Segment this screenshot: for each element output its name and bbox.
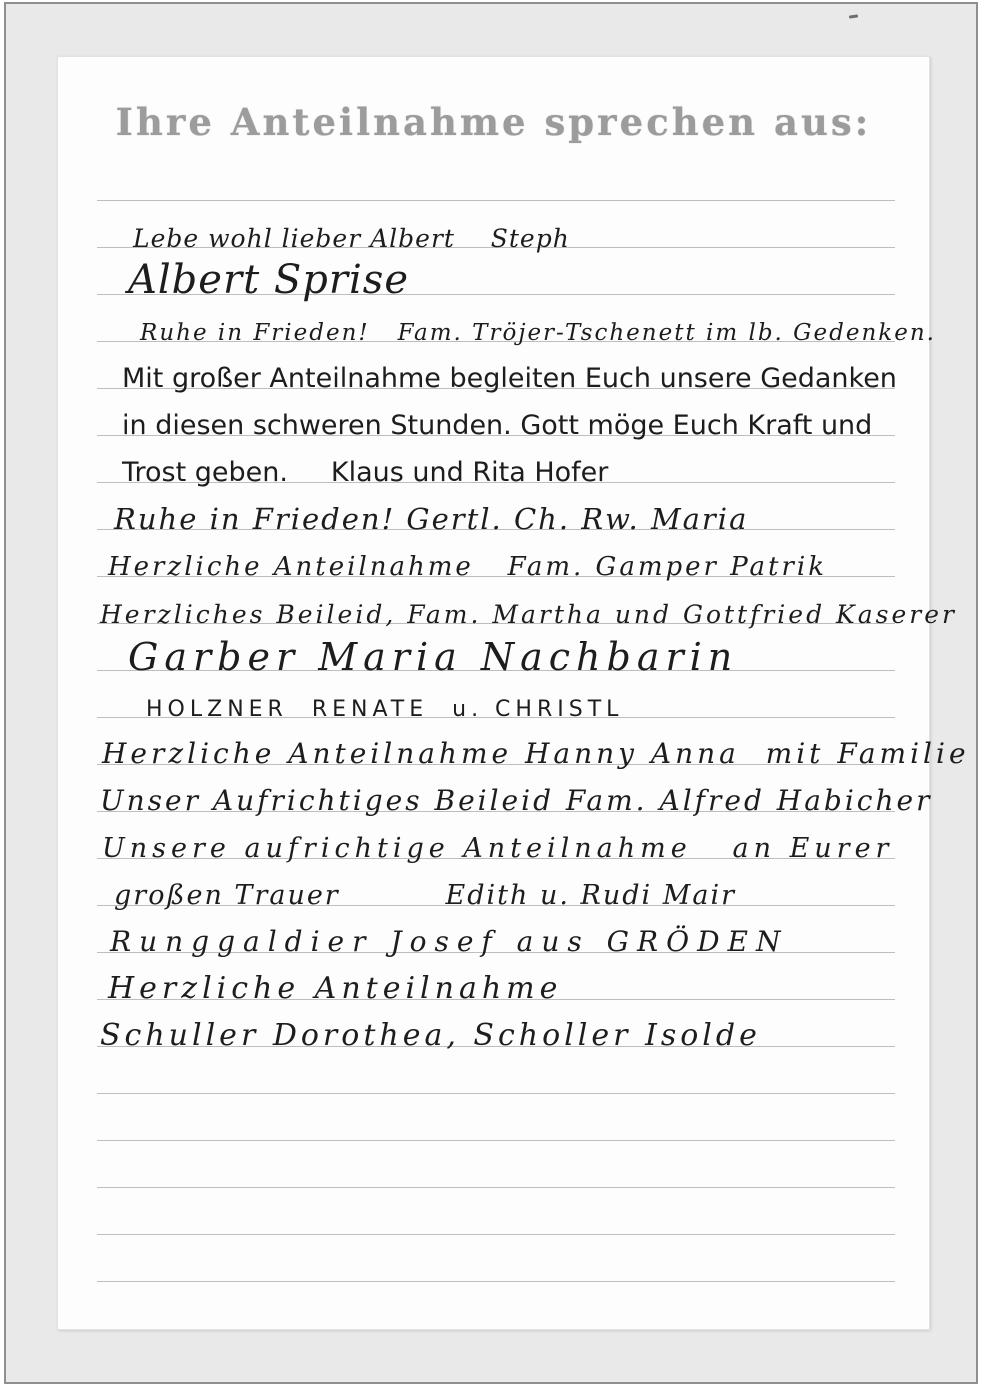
handwriting-entry: Mit großer Anteilnahme begleiten Euch unsere Gedanken bbox=[122, 363, 897, 394]
handwriting-entry: Unsere aufrichtige Anteilnahme an Eurer bbox=[102, 833, 894, 864]
handwriting-entry: Albert Sprise bbox=[128, 257, 409, 303]
handwriting-entry: Ruhe in Frieden! Fam. Tröjer-Tschenett im lb. Gedenken. bbox=[140, 320, 936, 346]
page-title: Ihre Anteilnahme sprechen aus: bbox=[115, 100, 872, 144]
handwriting-entry: Herzliche Anteilnahme Fam. Gamper Patrik bbox=[108, 552, 827, 582]
handwriting-entry: Lebe wohl lieber Albert Steph bbox=[133, 224, 570, 253]
handwriting-entry: Ruhe in Frieden! Gertl. Ch. Rw. Maria bbox=[114, 502, 749, 536]
handwriting-entry: Runggaldier Josef aus GRÖDEN bbox=[110, 925, 789, 958]
handwriting-entry: Unser Aufrichtiges Beileid Fam. Alfred Habicher bbox=[100, 784, 933, 817]
handwriting-entry: Garber Maria Nachbarin bbox=[128, 635, 739, 679]
ruled-line bbox=[97, 200, 895, 201]
handwriting-entry: Trost geben. Klaus und Rita Hofer bbox=[122, 457, 609, 488]
handwriting-entry: Schuller Dorothea, Scholler Isolde bbox=[100, 1018, 761, 1053]
ruled-line bbox=[97, 1140, 895, 1141]
handwriting-entry: Herzliches Beileid, Fam. Martha und Gottfried Kaserer bbox=[100, 600, 957, 629]
ruled-line bbox=[97, 1281, 895, 1282]
ruled-line bbox=[97, 1187, 895, 1188]
handwriting-entry: in diesen schweren Stunden. Gott möge Euch Kraft und bbox=[122, 410, 873, 441]
handwriting-entry: großen Trauer Edith u. Rudi Mair bbox=[114, 880, 737, 911]
handwriting-entry: Herzliche Anteilnahme Hanny Anna mit Familie bbox=[102, 737, 970, 770]
handwriting-entry: Herzliche Anteilnahme bbox=[108, 971, 563, 1006]
ruled-line bbox=[97, 1234, 895, 1235]
ruled-line bbox=[97, 1093, 895, 1094]
handwriting-entry: HOLZNER RENATE u. CHRISTL bbox=[146, 697, 624, 722]
